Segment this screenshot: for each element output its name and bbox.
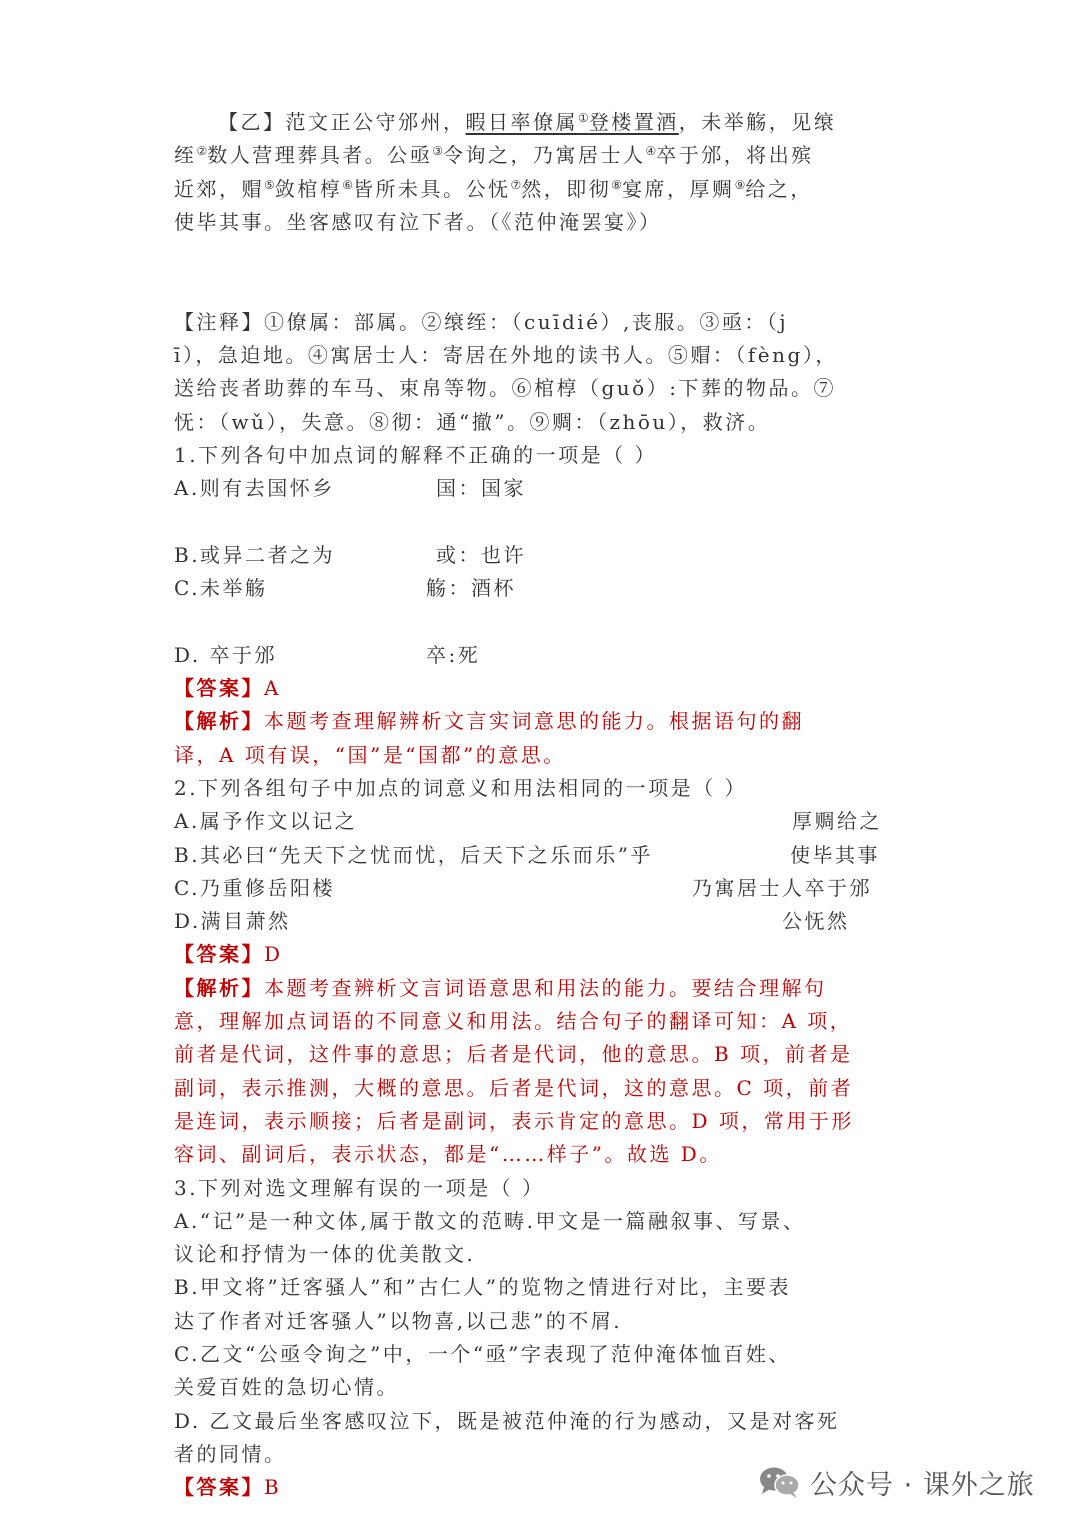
q3-option-b-line-1: B.甲文将”迁客骚人”和”古仁人”的览物之情进行对比，主要表 — [174, 1275, 791, 1300]
answer-value: B — [264, 1475, 282, 1500]
q3-option-d-line-1: D. 乙文最后坐客感叹泣下，既是被范仲淹的行为感动，又是对客死 — [174, 1408, 840, 1433]
q3-option-c-line-1: C.乙文“公亟令询之”中，一个“亟”字表现了范仲淹体恤百姓、 — [174, 1341, 791, 1366]
passage-text: 给之， — [745, 176, 813, 201]
notes-line-4: 怃：（wǔ），失意。⑧彻：通“撤”。⑨赒：（zhōu），救济。 — [174, 409, 771, 434]
q2-stem: 2.下列各组句子中加点的词意义和用法相同的一项是（ ） — [174, 775, 747, 800]
passage-line-1 — [174, 106, 914, 139]
q2-analysis-line-5: 是连词，表示顺接；后者是副词，表示肯定的意思。D 项，常用于形 — [174, 1108, 854, 1133]
analysis-label: 【解析】 — [174, 975, 264, 1000]
option-text: A.则有去国怀乡 — [174, 476, 335, 501]
answer-label: 【答案】 — [174, 942, 264, 967]
answer-value: A — [264, 676, 281, 701]
q2-answer — [174, 938, 914, 971]
q3-stem: 3.下列对选文理解有误的一项是（ ） — [174, 1175, 545, 1200]
option-compare: 厚赒给之 — [792, 809, 882, 834]
q1-analysis-line-2: 译，A 项有误，“国”是“国都”的意思。 — [174, 742, 566, 767]
note-marker: ① — [578, 111, 589, 125]
underlined-text: 暇日率僚属 — [465, 110, 578, 134]
option-gloss: 或：也许 — [436, 542, 526, 567]
option-text: D. 卒于邠 — [174, 642, 278, 667]
option-text: B.其必曰“先天下之忧而忧，后天下之乐而乐”乎 — [174, 842, 654, 867]
passage-text: 宴席，厚赒 — [622, 176, 735, 201]
option-gloss: 国：国家 — [436, 476, 526, 501]
note-marker: ② — [196, 144, 208, 159]
analysis-text: 本题考查辨析文言词语意思和用法的能力。要结合理解句 — [264, 975, 827, 1000]
passage-text: 卒于邠，将出殡 — [656, 143, 814, 168]
q1-option-a — [174, 472, 914, 505]
spacer — [174, 605, 914, 638]
option-text: C.乃重修岳阳楼 — [174, 875, 335, 900]
q1-analysis-line-1 — [174, 705, 914, 738]
notes-line-1: 【注释】①僚属：部属。②缞绖：（cuīdié）,丧服。③亟：（j — [174, 309, 789, 334]
passage-text: 【乙】范文正公守邠州， — [218, 110, 466, 134]
answer-label: 【答案】 — [174, 676, 264, 701]
passage-text: 皆所未具。公怃 — [353, 176, 511, 201]
note-marker: ⑦ — [510, 177, 522, 192]
answer-label: 【答案】 — [174, 1475, 264, 1500]
document-page — [174, 106, 914, 1504]
q1-answer — [174, 672, 914, 705]
q3-option-c-line-2: 关爱百姓的急切心情。 — [174, 1375, 399, 1400]
q3-option-b-line-2: 达了作者对迁客骚人”以物喜,以己悲”的不屑. — [174, 1308, 623, 1333]
passage-text: 近郊，赗 — [174, 176, 264, 201]
wechat-icon — [758, 1465, 802, 1499]
option-text: A.属予作文以记之 — [174, 809, 358, 834]
option-gloss: 卒:死 — [426, 642, 481, 667]
q1-option-c — [174, 572, 914, 605]
option-compare: 使毕其事 — [790, 842, 880, 867]
underlined-phrase — [466, 110, 679, 134]
spacer — [174, 506, 914, 539]
q2-option-b — [174, 839, 914, 872]
analysis-text: 本题考查理解辨析文言实词意思的能力。根据语句的翻 — [264, 709, 804, 734]
option-compare: 公怃然 — [782, 909, 850, 934]
passage-text: ，未举觞，见缞 — [678, 110, 837, 134]
q3-option-d-line-2: 者的同情。 — [174, 1441, 287, 1466]
option-text: B.或异二者之为 — [174, 542, 336, 567]
q2-analysis-line-1 — [174, 972, 914, 1005]
note-marker: ⑤ — [264, 177, 275, 192]
notes-line-2: ī），急迫地。④寓居士人：寄居在外地的读书人。⑤赗：（fèng）， — [174, 343, 838, 368]
answer-value: D — [264, 942, 283, 967]
note-marker: ⑥ — [342, 177, 354, 192]
q2-analysis-line-3: 前者是代词，这件事的意思；后者是代词，他的意思。B 项，前者是 — [174, 1042, 853, 1067]
passage-text: 敛棺椁 — [274, 176, 343, 201]
q3-option-a-line-1: A.“记”是一种文体,属于散文的范畴.甲文是一篇融叙事、写景、 — [174, 1208, 806, 1233]
option-compare: 乃寓居士人卒于邠 — [692, 875, 872, 900]
passage-text: 然，即彻 — [521, 176, 612, 201]
note-marker: ③ — [432, 144, 444, 159]
q2-option-d — [174, 905, 914, 938]
passage-line-2 — [174, 139, 914, 172]
q2-analysis-line-2: 意，理解加点词语的不同意义和用法。结合句子的翻译可知：A 项， — [174, 1009, 853, 1034]
passage-text: 令询之，乃寓居士人 — [443, 143, 646, 168]
q3-option-a-line-2: 议论和抒情为一体的优美散文. — [174, 1242, 476, 1267]
q1-option-b — [174, 539, 914, 572]
passage-line-4: 使毕其事。坐客感叹有泣下者。（《范仲淹罢宴》） — [174, 209, 662, 234]
underlined-text: 登楼置酒 — [588, 110, 679, 134]
option-gloss: 觞：酒杯 — [426, 576, 516, 601]
note-marker: ⑧ — [611, 177, 623, 192]
passage-text: 数人营理葬具者。公亟 — [207, 143, 433, 168]
note-marker: ⑨ — [734, 177, 746, 192]
analysis-label: 【解析】 — [174, 709, 264, 734]
passage-line-3 — [174, 173, 914, 206]
option-text: C.未举觞 — [174, 576, 268, 601]
q2-option-a — [174, 805, 914, 838]
watermark-text: 公众号 · 课外之旅 — [810, 1469, 1035, 1501]
watermark — [758, 1462, 1035, 1502]
spacer — [174, 239, 914, 306]
option-text: D.满目萧然 — [174, 909, 291, 934]
passage-text: 绖 — [174, 143, 197, 168]
q2-analysis-line-6: 容词、副词后，表示状态，都是“……样子”。故选 D。 — [174, 1142, 722, 1167]
q1-stem: 1.下列各句中加点词的解释不正确的一项是（ ） — [174, 442, 657, 467]
notes-line-3: 送给丧者助葬的车马、束帛等物。⑥棺椁（guǒ）:下葬的物品。⑦ — [174, 376, 836, 401]
q2-option-c — [174, 872, 914, 905]
note-marker: ④ — [645, 144, 657, 159]
q2-analysis-line-4: 副词，表示推测，大概的意思。后者是代词，这的意思。C 项，前者 — [174, 1075, 854, 1100]
q1-option-d — [174, 639, 914, 672]
